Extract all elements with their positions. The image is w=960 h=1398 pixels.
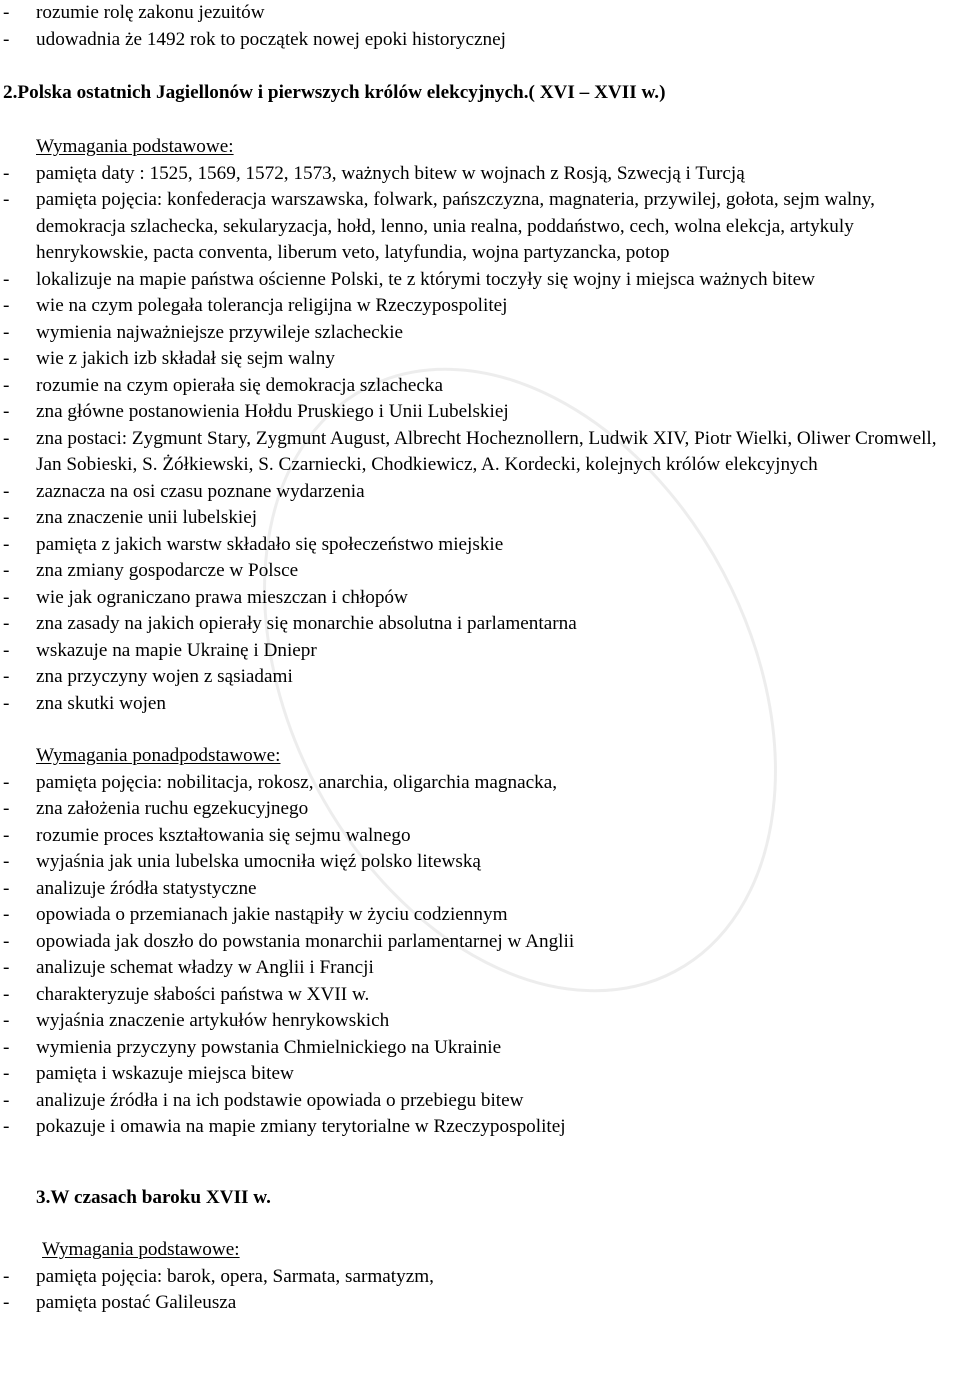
bullet-dash: - bbox=[3, 824, 10, 846]
list-item bbox=[0, 426, 960, 479]
list-item bbox=[0, 876, 960, 903]
list-item bbox=[0, 638, 960, 665]
list-item-text: rozumie proces kształtowania się sejmu walnego bbox=[36, 824, 411, 846]
list-item-text: zna znaczenie unii lubelskiej bbox=[36, 507, 258, 528]
bullet-dash: - bbox=[3, 268, 10, 290]
list-item bbox=[0, 902, 960, 929]
section-2-basic-list bbox=[0, 161, 960, 718]
list-item-text: zna postaci: Zygmunt Stary, Zygmunt August, Albrecht Hocheznollern, Ludwik XIV, Piotr Wielki, Oliwer Cromwell, Jan Sobieski, S. Żółkiewski, S. Czarniecki, Chodkiewicz, A. Kordecki, kolejnych królów elekcyjnych bbox=[36, 427, 937, 475]
bullet-dash: - bbox=[3, 1010, 10, 1031]
section-3-basic-heading: Wymagania podstawowe: bbox=[42, 1239, 240, 1260]
list-item bbox=[0, 664, 960, 691]
bullet-dash: - bbox=[3, 348, 10, 369]
bullet-dash: - bbox=[3, 1116, 10, 1137]
bullet-dash: - bbox=[3, 930, 10, 952]
intro-list bbox=[0, 0, 960, 53]
list-item bbox=[0, 849, 960, 876]
section-2-title: 2.Polska ostatnich Jagiellonów i pierwszych królów elekcyjnych.( XVI – XVII w.) bbox=[3, 81, 666, 103]
bullet-dash: - bbox=[3, 374, 10, 396]
bullet-dash: - bbox=[3, 427, 10, 449]
list-item bbox=[0, 1088, 960, 1115]
list-item-text: wskazuje na mapie Ukrainę i Dniepr bbox=[36, 639, 317, 661]
list-item-text: zna skutki wojen bbox=[36, 692, 167, 714]
list-item-text: udowadnia że 1492 rok to początek nowej epoki historycznej bbox=[36, 28, 506, 50]
list-item-text: zaznacza na osi czasu poznane wydarzenia bbox=[36, 480, 365, 502]
list-item-text: zna główne postanowienia Hołdu Pruskiego i Unii Lubelskiej bbox=[36, 401, 509, 422]
list-item bbox=[0, 532, 960, 559]
list-item bbox=[0, 982, 960, 1009]
list-item-text: pamięta postać Galileusza bbox=[36, 1292, 237, 1313]
list-item bbox=[0, 1035, 960, 1062]
list-item-text: wymienia przyczyny powstania Chmielnickiego na Ukrainie bbox=[36, 1036, 502, 1058]
bullet-dash: - bbox=[3, 533, 10, 555]
list-item bbox=[0, 796, 960, 823]
list-item-text: zna przyczyny wojen z sąsiadami bbox=[36, 666, 293, 687]
list-item-text: wie na czym polegała tolerancja religijna w Rzeczypospolitej bbox=[36, 295, 508, 316]
list-item-text: pamięta z jakich warstw składało się społeczeństwo miejskie bbox=[36, 533, 504, 555]
list-item-text: wie jak ograniczano prawa mieszczan i chłopów bbox=[36, 586, 408, 608]
bullet-dash: - bbox=[3, 295, 10, 316]
list-item bbox=[0, 1264, 960, 1291]
list-item bbox=[0, 1290, 960, 1317]
list-item-text: wyjaśnia znaczenie artykułów henrykowskich bbox=[36, 1010, 390, 1031]
bullet-dash: - bbox=[3, 560, 10, 581]
list-item bbox=[0, 293, 960, 320]
list-item bbox=[0, 373, 960, 400]
list-item bbox=[0, 929, 960, 956]
list-item-text: zna zasady na jakich opierały się monarchie absolutna i parlamentarna bbox=[36, 613, 577, 634]
list-item-text: zna zmiany gospodarcze w Polsce bbox=[36, 560, 299, 581]
bullet-dash: - bbox=[3, 507, 10, 528]
list-item-text: pamięta daty : 1525, 1569, 1572, 1573, ważnych bitew w wojnach z Rosją, Szwecją i Turcją bbox=[36, 162, 745, 184]
list-item bbox=[0, 1008, 960, 1035]
bullet-dash: - bbox=[3, 1292, 10, 1313]
list-item-text: opowiada o przemianach jakie nastąpiły w życiu codziennym bbox=[36, 904, 508, 925]
bullet-dash: - bbox=[3, 2, 10, 23]
bullet-dash: - bbox=[3, 666, 10, 687]
section-3-title: 3.W czasach baroku XVII w. bbox=[36, 1186, 271, 1208]
section-2-basic-heading: Wymagania podstawowe: bbox=[36, 136, 234, 157]
list-item bbox=[0, 399, 960, 426]
list-item bbox=[0, 267, 960, 294]
list-item-text: rozumie na czym opierała się demokracja szlachecka bbox=[36, 374, 443, 396]
list-item bbox=[0, 1061, 960, 1088]
bullet-dash: - bbox=[3, 162, 10, 184]
bullet-dash: - bbox=[3, 798, 10, 819]
bullet-dash: - bbox=[3, 321, 10, 343]
list-item-text: lokalizuje na mapie państwa ościenne Polski, te z którymi toczyły się wojny i miejsca ważnych bitew bbox=[36, 268, 816, 290]
list-item-text: rozumie rolę zakonu jezuitów bbox=[36, 2, 265, 23]
list-item bbox=[0, 558, 960, 585]
bullet-dash: - bbox=[3, 957, 10, 978]
list-item bbox=[0, 611, 960, 638]
bullet-dash: - bbox=[3, 983, 10, 1005]
bullet-dash: - bbox=[3, 613, 10, 634]
bullet-dash: - bbox=[3, 1036, 10, 1058]
list-item bbox=[0, 320, 960, 347]
bullet-dash: - bbox=[3, 851, 10, 872]
list-item-text: pamięta i wskazuje miejsca bitew bbox=[36, 1063, 294, 1084]
list-item-text: analizuje źródła statystyczne bbox=[36, 877, 257, 899]
bullet-dash: - bbox=[3, 692, 10, 714]
list-item-text: wyjaśnia jak unia lubelska umocniła więź polsko litewską bbox=[36, 851, 481, 872]
list-item-text: zna założenia ruchu egzekucyjnego bbox=[36, 798, 309, 819]
list-item bbox=[0, 0, 960, 27]
list-item bbox=[0, 585, 960, 612]
list-item bbox=[0, 770, 960, 797]
list-item-text: analizuje źródła i na ich podstawie opowiada o przebiegu bitew bbox=[36, 1089, 524, 1111]
bullet-dash: - bbox=[3, 401, 10, 422]
bullet-dash: - bbox=[3, 1265, 10, 1287]
list-item bbox=[0, 187, 960, 267]
bullet-dash: - bbox=[3, 480, 10, 502]
bullet-dash: - bbox=[3, 771, 10, 793]
list-item-text: opowiada jak doszło do powstania monarchii parlamentarnej w Anglii bbox=[36, 930, 575, 952]
list-item-text: analizuje schemat władzy w Anglii i Francji bbox=[36, 957, 374, 978]
bullet-dash: - bbox=[3, 28, 10, 50]
list-item-text: pamięta pojęcia: barok, opera, Sarmata, sarmatyzm, bbox=[36, 1265, 434, 1287]
bullet-dash: - bbox=[3, 877, 10, 899]
list-item bbox=[0, 27, 960, 54]
list-item-text: pamięta pojęcia: konfederacja warszawska, folwark, pańszczyzna, magnateria, przywilej, gołota, sejm walny, demokracja szlachecka, sekularyzacja, hołd, lenno, unia realna, poddaństwo, cech, wolna elekcja, artykuly henrykowskie, pacta conventa, liberum veto, latyfundia, wojna partyzancka, potop bbox=[36, 189, 875, 263]
bullet-dash: - bbox=[3, 904, 10, 925]
bullet-dash: - bbox=[3, 1089, 10, 1111]
bullet-dash: - bbox=[3, 1063, 10, 1084]
list-item bbox=[0, 161, 960, 188]
list-item bbox=[0, 823, 960, 850]
bullet-dash: - bbox=[3, 189, 10, 210]
list-item-text: wymienia najważniejsze przywileje szlacheckie bbox=[36, 321, 404, 343]
section-3-basic-list bbox=[0, 1264, 960, 1317]
bullet-dash: - bbox=[3, 586, 10, 608]
list-item bbox=[0, 505, 960, 532]
list-item bbox=[0, 955, 960, 982]
list-item-text: wie z jakich izb składał się sejm walny bbox=[36, 348, 335, 369]
list-item bbox=[0, 346, 960, 373]
list-item-text: pamięta pojęcia: nobilitacja, rokosz, anarchia, oligarchia magnacka, bbox=[36, 771, 558, 793]
list-item bbox=[0, 691, 960, 718]
section-2-advanced-list bbox=[0, 770, 960, 1141]
list-item bbox=[0, 1114, 960, 1141]
section-2-advanced-heading: Wymagania ponadpodstawowe: bbox=[36, 745, 281, 766]
list-item-text: pokazuje i omawia na mapie zmiany terytorialne w Rzeczypospolitej bbox=[36, 1116, 566, 1137]
list-item bbox=[0, 479, 960, 506]
bullet-dash: - bbox=[3, 639, 10, 661]
list-item-text: charakteryzuje słabości państwa w XVII w. bbox=[36, 983, 370, 1005]
